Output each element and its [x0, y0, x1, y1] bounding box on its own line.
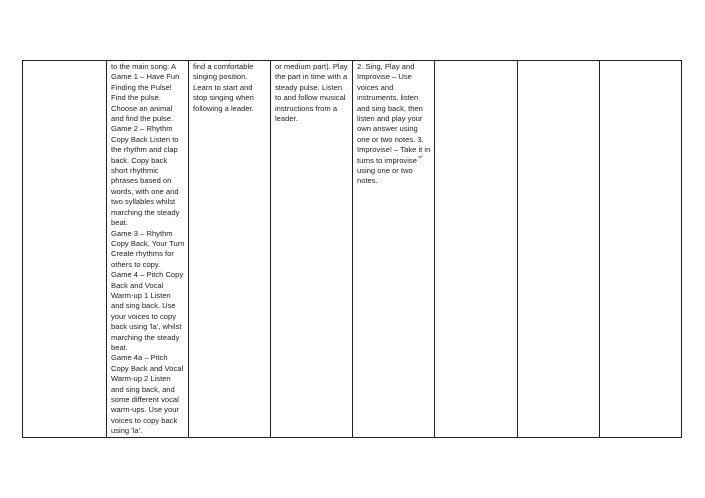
table-cell-improvise [353, 61, 435, 438]
table-cell-singing [189, 61, 271, 438]
games-text: to the main song: A Game 1 – Have Fun Finding the Pulse! Find the pulse. Choose an animal and find the pulse. Game 2 – Rhythm Copy Back Listen to the rhythm and clap back. Copy back short rhythmic phrases based on words, with one and two syllables whilst marching the steady beat. Game 3 – Rhythm Copy Back, Your Turn Create rhythms for others to copy. Game 4 – Pitch Copy Back and Vocal Warm-up 1 Listen and sing back. Use your voices to copy back using 'la', whilst marching the steady beat. Game 4a – Pitch Copy Back and Vocal Warm-up 2 Listen and sing back, and some different vocal warm-ups. Use your voices to copy back using 'la'. [111, 62, 185, 436]
singing-text: find a comfortable singing position. Learn to start and stop singing when following a leader. [193, 62, 254, 113]
improvise-text-end: in turns to improvise using one or two notes. [357, 145, 431, 186]
table-cell-games [107, 61, 189, 438]
table-cell-empty-6 [435, 61, 518, 438]
table-cell-empty-1 [23, 61, 107, 438]
table-row [23, 61, 682, 438]
improvise-text: 2. Sing, Play and Improvise – Use voices and instruments, listen and sing back, then listen and play your own answer using one or two notes. 3. Improvise! – Take [357, 62, 424, 155]
table-cell-empty-7 [518, 61, 600, 438]
spellcheck-word: it [418, 145, 423, 155]
table-cell-playing [271, 61, 353, 438]
table-cell-empty-8 [600, 61, 682, 438]
curriculum-table [22, 60, 682, 438]
playing-text: or medium part). Play the part in time with a steady pulse. Listen to and follow musical instructions from a leader. [275, 62, 348, 124]
